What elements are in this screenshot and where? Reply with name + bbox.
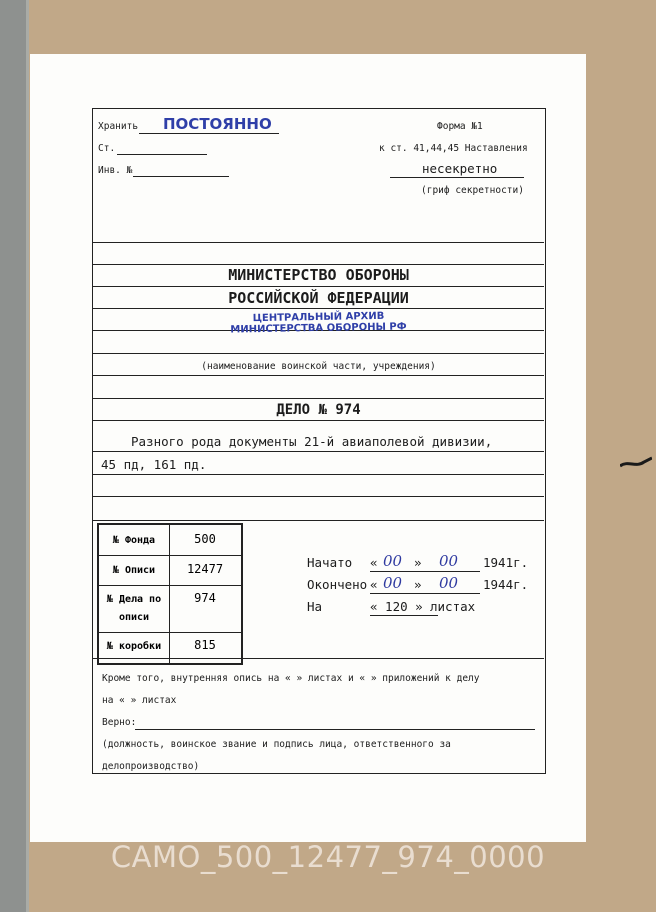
inventory-underline	[133, 176, 229, 177]
started-month: 00	[439, 552, 459, 570]
responsible-caption-2: делопроизводство)	[102, 761, 200, 772]
responsible-caption: (должность, воинское звание и подпись лица, ответственного за	[102, 739, 451, 750]
keep-stamp: ПОСТОЯННО	[163, 115, 272, 133]
started-day: 00	[383, 552, 403, 570]
delo-label-line-1: № Дела по	[106, 594, 162, 605]
inventory-note: Кроме того, внутренняя опись на « » листах и « » приложений к делу	[102, 673, 480, 684]
org-line-2: РОССИЙСКОЙ ФЕДЕРАЦИИ	[228, 289, 409, 307]
box-divider	[99, 632, 241, 633]
sheets-count: « 120 »	[370, 599, 423, 614]
ended-quote-close: »	[414, 577, 422, 592]
started-quote-close: »	[414, 555, 422, 570]
keep-underline	[139, 133, 279, 134]
archive-stamp-line-2: МИНИСТЕРСТВА ОБОРОНЫ РФ	[230, 321, 407, 336]
ended-month: 00	[439, 574, 459, 592]
binder-spine-edge	[26, 0, 29, 912]
secrecy-caption: (гриф секретности)	[421, 185, 524, 196]
ended-year: 1944г.	[483, 577, 529, 592]
case-description-1: Разного рода документы 21-й авиаполевой дивизии,	[131, 434, 493, 449]
ruled-line	[93, 264, 544, 265]
verified-label: Верно:	[102, 717, 137, 728]
scan-identifier: CAMO_500_12477_974_0000	[110, 840, 546, 874]
box-divider	[99, 585, 241, 586]
article-label: Ст.	[98, 143, 116, 154]
ended-underline	[370, 593, 480, 594]
ended-label: Окончено	[307, 577, 368, 592]
ended-quote-open: «	[370, 577, 378, 592]
inventory-label: Инв. №	[98, 165, 133, 176]
ruled-line	[93, 398, 544, 399]
ruled-line	[93, 375, 544, 376]
box-number-label: № коробки	[106, 641, 162, 652]
started-quote-open: «	[370, 555, 378, 570]
fond-value: 500	[194, 532, 216, 546]
ruled-line	[93, 353, 544, 354]
ruled-line	[93, 420, 544, 421]
started-label: Начато	[307, 555, 353, 570]
binder-spine	[0, 0, 26, 912]
form-number: Форма №1	[437, 121, 483, 132]
ruled-line	[93, 286, 544, 287]
inventory-note-2: на « » листах	[102, 695, 177, 706]
case-title: ДЕЛО № 974	[276, 402, 361, 418]
box-divider	[99, 555, 241, 556]
delo-value: 974	[194, 591, 216, 605]
box-number-value: 815	[194, 638, 216, 652]
sheets-suffix: листах	[430, 599, 476, 614]
archive-stamp-line-1: ЦЕНТРАЛЬНЫЙ АРХИВ	[252, 310, 385, 325]
case-cover-form	[92, 108, 546, 774]
org-line-1: МИНИСТЕРСТВО ОБОРОНЫ	[228, 266, 409, 284]
ruled-line	[93, 242, 544, 243]
ruled-line	[93, 520, 544, 521]
started-underline	[370, 571, 480, 572]
archive-reference-box	[97, 523, 243, 665]
binding-string	[620, 456, 652, 470]
verified-underline	[135, 729, 535, 730]
keep-label: Хранить	[98, 121, 139, 132]
ruled-line	[93, 474, 544, 475]
article-underline	[117, 154, 207, 155]
sheets-label: На	[307, 599, 323, 614]
secrecy-value: несекретно	[422, 161, 498, 176]
opis-value: 12477	[186, 562, 224, 576]
article-reference: к ст. 41,44,45 Наставления	[379, 143, 528, 154]
secrecy-underline	[390, 177, 524, 178]
delo-label-line-2: описи	[118, 612, 150, 623]
opis-label: № Описи	[112, 565, 156, 576]
fond-label: № Фонда	[112, 535, 156, 546]
ended-day: 00	[383, 574, 403, 592]
case-description-2: 45 пд, 161 пд.	[101, 457, 207, 472]
org-caption: (наименование воинской части, учреждения)	[201, 361, 436, 372]
sheets-underline	[370, 615, 438, 616]
started-year: 1941г.	[483, 555, 529, 570]
ruled-line	[93, 451, 544, 452]
ruled-line	[93, 496, 544, 497]
